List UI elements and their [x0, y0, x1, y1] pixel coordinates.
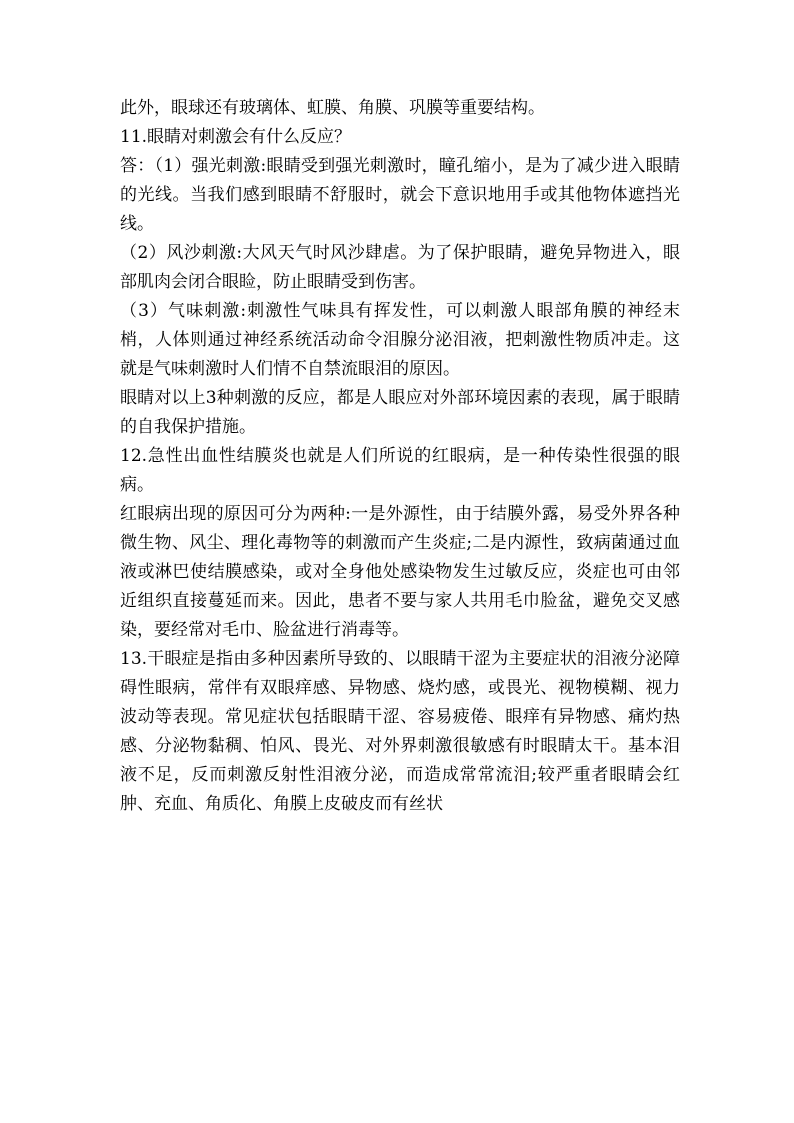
answer-summary: 眼睛对以上3种刺激的反应，都是人眼应对外部环境因素的表现，属于眼睛的自我保护措施。 — [120, 388, 680, 437]
answer-strong-light: 答：（1）强光刺激:眼睛受到强光刺激时，瞳孔缩小，是为了减少进入眼睛的光线。当我们感到眼睛不舒服时，就会下意识地用手或其他物体遮挡光线。 — [120, 156, 680, 234]
answer-wind-sand: （2）风沙刺激:大风天气时风沙肆虐。为了保护眼睛，避免异物进入，眼部肌肉会闭合眼睑，防止眼睛受到伤害。 — [120, 243, 680, 292]
paragraph-structures: 此外，眼球还有玻璃体、虹膜、角膜、巩膜等重要结构。 — [120, 98, 545, 118]
question-13-dry-eye: 13.干眼症是指由多种因素所导致的、以眼睛干涩为主要症状的泪液分泌障碍性眼病，常伴有双眼痒感、异物感、烧灼感，或畏光、视物模糊、视力波动等表现。常见症状包括眼睛干涩、容易疲倦、眼痒有异物感、痛灼热感、分泌物黏稠、怕风、畏光、对外界刺激很敏感有时眼睛太干。基本泪液不足，反而刺激反射性泪液分泌，而造成常常流泪;较严重者眼睛会红肿、充血、角质化、角膜上皮破皮而有丝状 — [120, 649, 680, 814]
document-body — [120, 94, 680, 819]
answer-odor: （3）气味刺激:刺激性气味具有挥发性，可以刺激人眼部角膜的神经末梢，人体则通过神经系统活动命令泪腺分泌泪液，把刺激性物质冲走。这就是气味刺激时人们情不自禁流眼泪的原因。 — [120, 301, 680, 379]
question-12-heading: 12.急性出血性结膜炎也就是人们所说的红眼病，是一种传染性很强的眼病。 — [120, 446, 680, 495]
question-11-heading: 11.眼睛对刺激会有什么反应？ — [120, 127, 352, 147]
paragraph-pinkeye-causes: 红眼病出现的原因可分为两种:一是外源性，由于结膜外露，易受外界各种微生物、风尘、理化毒物等的刺激而产生炎症;二是内源性，致病菌通过血液或淋巴使结膜感染，或对全身他处感染物发生过敏反应，炎症也可由邻近组织直接蔓延而来。因此，患者不要与家人共用毛巾脸盆，避免交叉感染，要经常对毛巾、脸盆进行消毒等。 — [120, 504, 680, 640]
